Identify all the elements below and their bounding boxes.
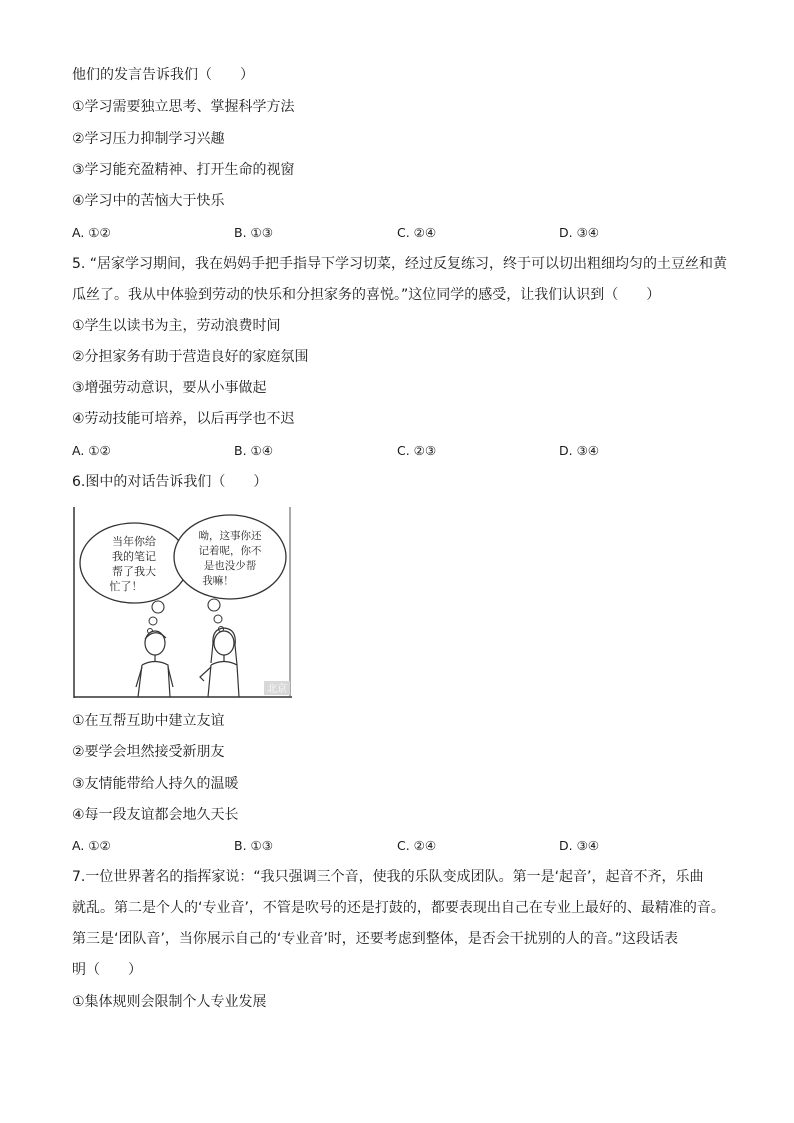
q6-option-b[interactable]: B. ①③ (234, 838, 273, 853)
line-q5-choice-2: ②分担家务有助于营造良好的家庭氛围 (72, 349, 309, 365)
q4-option-b[interactable]: B. ①③ (234, 225, 273, 240)
cartoon-illustration (72, 505, 294, 700)
line-q6-stem: 6.图中的对话告诉我们（ ） (72, 474, 268, 490)
bubble-left-line-2: 我的笔记 (112, 550, 156, 563)
line-q5-choice-1: ①学生以读书为主，劳动浪费时间 (72, 318, 281, 334)
girl-figure (200, 628, 239, 697)
line-q6-choice-1: ①在互帮互助中建立友谊 (72, 713, 225, 729)
bubble-right-line-4: 我嘛！ (202, 575, 234, 587)
q4-option-c[interactable]: C. ②④ (397, 225, 437, 240)
bubble-left-line-3: 帮了我大 (112, 565, 156, 578)
q4-options (72, 225, 632, 243)
line-q7-stem-4: 明（ ） (72, 962, 142, 978)
bubble-left-line-1: 当年你给 (112, 535, 156, 548)
q4-option-a[interactable]: A. ①② (72, 225, 111, 240)
line-q4-choice-2: ②学习压力抑制学习兴趣 (72, 131, 225, 147)
q5-option-a[interactable]: A. ①② (72, 443, 111, 458)
bubble-left-line-4: 忙了！ (109, 580, 143, 593)
q5-option-d[interactable]: D. ③④ (559, 443, 599, 458)
line-q6-choice-3: ③友情能带给人持久的温暖 (72, 776, 239, 792)
q5-option-c[interactable]: C. ②③ (397, 443, 437, 458)
q6-options (72, 838, 632, 856)
line-q4-choice-4: ④学习中的苦恼大于快乐 (72, 193, 225, 209)
q5-options (72, 443, 632, 461)
bubble-right-line-1: 呦，这事你还 (198, 530, 262, 542)
line-q7-choice-1: ①集体规则会限制个人专业发展 (72, 994, 267, 1010)
q6-option-d[interactable]: D. ③④ (559, 838, 599, 853)
bubble-right-line-3: 是也没少帮 (203, 560, 257, 572)
q6-option-c[interactable]: C. ②④ (397, 838, 437, 853)
line-q6-choice-2: ②要学会坦然接受新朋友 (72, 744, 225, 760)
q6-option-a[interactable]: A. ①② (72, 838, 111, 853)
line-q5-stem-2: 瓜丝了。我从中体验到劳动的快乐和分担家务的喜悦。”这位同学的感受，让我们认识到（ ） (72, 287, 661, 303)
q5-option-b[interactable]: B. ①④ (234, 443, 273, 458)
bubble-right-line-2: 记着呢，你不 (198, 545, 262, 557)
friendship-cartoon (72, 505, 294, 700)
line-q5-choice-4: ④劳动技能可培养，以后再学也不迟 (72, 411, 295, 427)
cartoon-watermark: 北京 (267, 684, 287, 695)
line-q7-stem-2: 就乱。第二是个人的‘专业音’，不管是吹号的还是打鼓的，都要表现出自己在专业上最好的、最精准的音。 (72, 900, 725, 916)
line-q4-choice-1: ①学习需要独立思考、掌握科学方法 (72, 99, 295, 115)
q4-option-d[interactable]: D. ③④ (559, 225, 599, 240)
line-q7-stem-1: 7.一位世界著名的指挥家说：“我只强调三个音，使我的乐队变成团队。第一是‘起音’，起音不齐，乐曲 (72, 869, 704, 885)
line-q7-stem-3: 第三是‘团队音’，当你展示自己的‘专业音’时，还要考虑到整体，是否会干扰别的人的音。”这段话表 (72, 931, 679, 947)
line-q4-choice-3: ③学习能充盈精神、打开生命的视窗 (72, 162, 295, 178)
boy-figure (136, 631, 173, 697)
line-q4-stem: 他们的发言告诉我们（ ） (72, 67, 254, 83)
line-q6-choice-4: ④每一段友谊都会地久天长 (72, 807, 239, 823)
line-q5-choice-3: ③增强劳动意识，要从小事做起 (72, 380, 267, 396)
line-q5-stem-1: 5. “居家学习期间，我在妈妈手把手指导下学习切菜，经过反复练习，终于可以切出粗细均匀的土豆丝和黄 (72, 256, 728, 272)
